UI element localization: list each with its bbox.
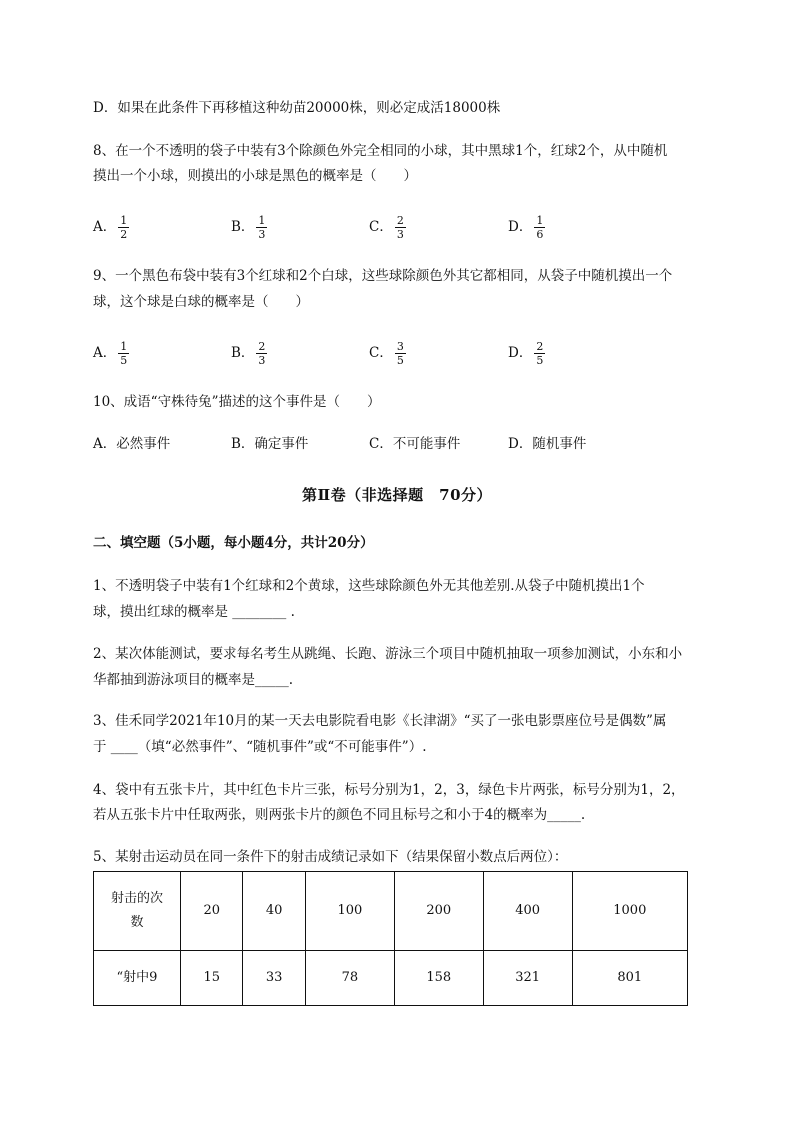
fraction <box>256 214 267 241</box>
option-letter: A． <box>93 219 117 235</box>
part-heading: 二、填空题（5小题，每小题4分，共计20分） <box>93 535 374 551</box>
q10-option-b: B．确定事件 <box>231 436 309 452</box>
table-cell: 15 <box>181 951 243 1006</box>
q10-stem: 10、成语“守株待兔”描述的这个事件是（ ） <box>93 394 381 410</box>
table-row <box>94 951 688 1006</box>
table-row <box>94 872 688 951</box>
table-cell: 33 <box>243 951 305 1006</box>
q10-option-a: A．必然事件 <box>93 436 171 452</box>
fill-q3-line2: 于 ____（填“必然事件”、“随机事件”或“不可能事件”）. <box>93 739 427 755</box>
table-cell: 158 <box>394 951 483 1006</box>
denominator: 2 <box>120 228 128 241</box>
fraction <box>534 340 545 367</box>
fill-q2-line1: 2、某次体能测试，要求每名考生从跳绳、长跑、游泳三个项目中随机抽取一项参加测试，小东和小 <box>93 646 683 662</box>
option-letter: C． <box>369 219 393 235</box>
table-cell: 801 <box>572 951 687 1006</box>
numerator: 1 <box>120 340 128 353</box>
shooting-record-table <box>93 871 688 1006</box>
fraction <box>395 340 406 367</box>
denominator: 3 <box>258 354 266 367</box>
numerator: 2 <box>396 214 404 227</box>
denominator: 3 <box>258 228 266 241</box>
q10-option-c: C．不可能事件 <box>369 436 461 452</box>
fraction <box>534 214 545 241</box>
header-text-line2: 数 <box>130 915 144 930</box>
q9-stem-line2: 球，这个球是白球的概率是（ ） <box>93 294 309 310</box>
numerator: 3 <box>396 340 404 353</box>
fill-q4-line2: 若从五张卡片中任取两张，则两张卡片的颜色不同且标号之和小于4的概率为_____. <box>93 807 586 823</box>
table-row-header <box>94 872 181 951</box>
fill-q2-line2: 华都抽到游泳项目的概率是_____. <box>93 672 294 688</box>
table-row-header: “射中9 <box>94 951 181 1006</box>
numerator: 1 <box>536 214 544 227</box>
table-cell: 1000 <box>572 872 687 951</box>
numerator: 1 <box>120 214 128 227</box>
q9-stem-line1: 9、一个黑色布袋中装有3个红球和2个白球，这些球除颜色外其它都相同，从袋子中随机摸出一个 <box>93 268 673 284</box>
denominator: 5 <box>536 354 544 367</box>
fraction <box>118 340 129 367</box>
denominator: 3 <box>396 228 404 241</box>
numerator: 2 <box>258 340 266 353</box>
q8-option-d <box>508 214 545 241</box>
table-cell: 321 <box>483 951 572 1006</box>
denominator: 5 <box>396 354 404 367</box>
table-cell: 400 <box>483 872 572 951</box>
option-letter: C． <box>369 345 393 361</box>
denominator: 5 <box>120 354 128 367</box>
fraction <box>118 214 129 241</box>
table-cell: 20 <box>181 872 243 951</box>
table-cell: 200 <box>394 872 483 951</box>
table-cell: 40 <box>243 872 305 951</box>
q8-option-a <box>93 214 129 241</box>
option-letter: A． <box>93 345 117 361</box>
q10-option-d: D．随机事件 <box>508 436 587 452</box>
q7-option-d: D．如果在此条件下再移植这种幼苗20000株，则必定成活18000株 <box>93 100 501 116</box>
q9-option-b <box>231 340 267 367</box>
option-letter: B． <box>231 219 255 235</box>
section-title: 第Ⅱ卷（非选择题 70分） <box>301 486 493 504</box>
q8-stem-line2: 摸出一个小球，则摸出的小球是黑色的概率是（ ） <box>93 168 417 184</box>
fill-q4-line1: 4、袋中有五张卡片，其中红色卡片三张，标号分别为1，2，3，绿色卡片两张，标号分别为1，2， <box>93 782 685 798</box>
table-cell: 100 <box>305 872 394 951</box>
fill-q5-line1: 5、某射击运动员在同一条件下的射击成绩记录如下（结果保留小数点后两位）： <box>93 849 568 865</box>
fraction <box>395 214 406 241</box>
fill-q1-line2: 球，摸出红球的概率是 ________ . <box>93 604 295 620</box>
q9-option-c <box>369 340 406 367</box>
q8-stem-line1: 8、在一个不透明的袋子中装有3个除颜色外完全相同的小球，其中黑球1个，红球2个，从中随机 <box>93 143 668 159</box>
q9-option-a <box>93 340 129 367</box>
option-letter: D． <box>508 345 533 361</box>
numerator: 1 <box>258 214 266 227</box>
fill-q1-line1: 1、不透明袋子中装有1个红球和2个黄球，这些球除颜色外无其他差别.从袋子中随机摸出1个 <box>93 578 645 594</box>
table-cell: 78 <box>305 951 394 1006</box>
q8-option-b <box>231 214 267 241</box>
fraction <box>256 340 267 367</box>
denominator: 6 <box>536 228 544 241</box>
numerator: 2 <box>536 340 544 353</box>
fill-q3-line1: 3、佳禾同学2021年10月的某一天去电影院看电影《长津湖》“买了一张电影票座位号是偶数”属 <box>93 713 667 729</box>
q8-option-c <box>369 214 406 241</box>
option-letter: D． <box>508 219 533 235</box>
header-text-line1: 射击的次 <box>110 891 163 906</box>
option-letter: B． <box>231 345 255 361</box>
q9-option-d <box>508 340 545 367</box>
